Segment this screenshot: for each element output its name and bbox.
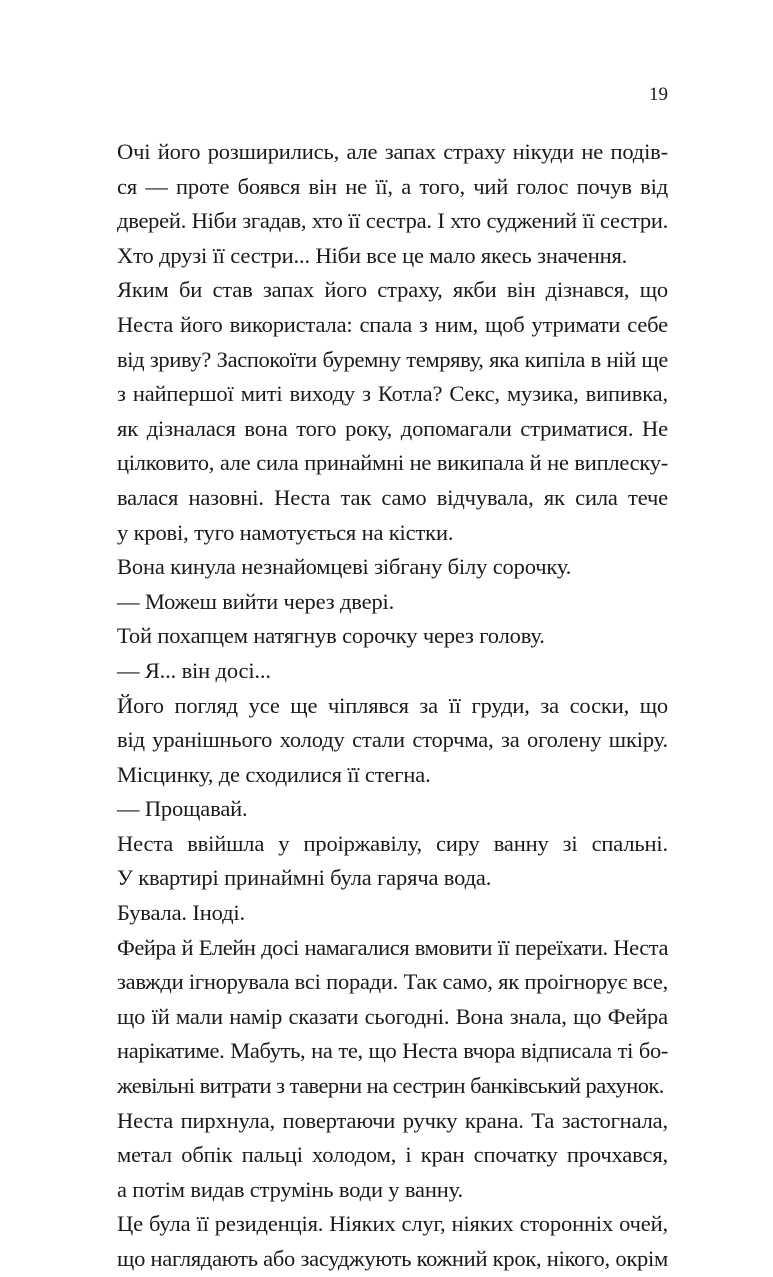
text-line: цілковито, але сила принаймні не википала й не виплеску- xyxy=(117,450,668,476)
text-line: як дізналася вона того року, допомагали стриматися. Не xyxy=(117,415,668,441)
text-line: дверей. Ніби згадав, хто її сестра. І хто суджений її сестри. xyxy=(117,208,668,234)
text-line: Місцинку, де сходилися її стегна. xyxy=(117,761,431,787)
text-line: Фейра й Елейн досі намагалися вмовити її переїхати. Неста xyxy=(117,934,668,960)
text-line: Яким би став запах його страху, якби він дізнався, що xyxy=(117,277,668,303)
text-line: — Прощавай. xyxy=(117,796,248,822)
text-line: Його погляд усе ще чіплявся за її груди, за соски, що xyxy=(117,692,668,718)
text-line: Той похапцем натягнув сорочку через голову. xyxy=(117,623,545,649)
text-line: Бувала. Іноді. xyxy=(117,900,245,926)
text-line: що їй мали намір сказати сьогодні. Вона знала, що Фейра xyxy=(117,1003,668,1029)
text-line: ся — проте боявся він не її, а того, чий голос почув від xyxy=(117,173,668,199)
text-line: у крові, туго намотується на кістки. xyxy=(117,519,454,545)
page-number: 19 xyxy=(649,84,668,105)
text-line: валася назовні. Неста так само відчувала, як сила тече xyxy=(117,484,668,510)
text-line: жевільні витрати з таверни на сестрин банківський рахунок. xyxy=(117,1073,664,1099)
text-line: — Можеш вийти через двері. xyxy=(117,588,395,614)
text-line: У квартирі принаймні була гаряча вода. xyxy=(117,865,492,891)
text-line: Хто друзі її сестри... Ніби все це мало якесь значення. xyxy=(117,242,628,268)
body-text xyxy=(117,135,668,1277)
text-line: нарікатиме. Мабуть, на те, що Неста вчора відписала ті бо- xyxy=(117,1038,668,1064)
text-line: що наглядають або засуджують кожний крок, нікого, окрім xyxy=(117,1246,668,1271)
text-line: Неста ввійшла у проіржавілу, сиру ванну зі спальні. xyxy=(117,830,668,856)
text-line: Вона кинула незнайомцеві зібгану білу сорочку. xyxy=(117,554,572,580)
text-line: Неста його використала: спала з ним, щоб утримати себе xyxy=(117,311,668,337)
text-line: — Я... він досі... xyxy=(117,657,271,683)
text-line: Неста пирхнула, повертаючи ручку крана. Та застогнала, xyxy=(117,1107,668,1133)
text-line: Це була її резиденція. Ніяких слуг, ніяких сторонніх очей, xyxy=(117,1211,668,1237)
text-line: Очі його розширились, але запах страху нікуди не подів- xyxy=(117,139,668,164)
text-line: з найпершої миті виходу з Котла? Секс, музика, випивка, xyxy=(117,381,668,407)
text-line: а потім видав струмінь води у ванну. xyxy=(117,1176,463,1202)
text-line: від зриву? Заспокоїти буремну темряву, яка кипіла в ній ще xyxy=(117,346,668,372)
text-line: метал обпік пальці холодом, і кран спочатку прочхався, xyxy=(117,1142,668,1168)
text-line: завжди ігнорувала всі поради. Так само, як проігнорує все, xyxy=(117,969,668,995)
text-line: від уранішнього холоду стали сторчма, за оголену шкіру. xyxy=(117,727,668,753)
